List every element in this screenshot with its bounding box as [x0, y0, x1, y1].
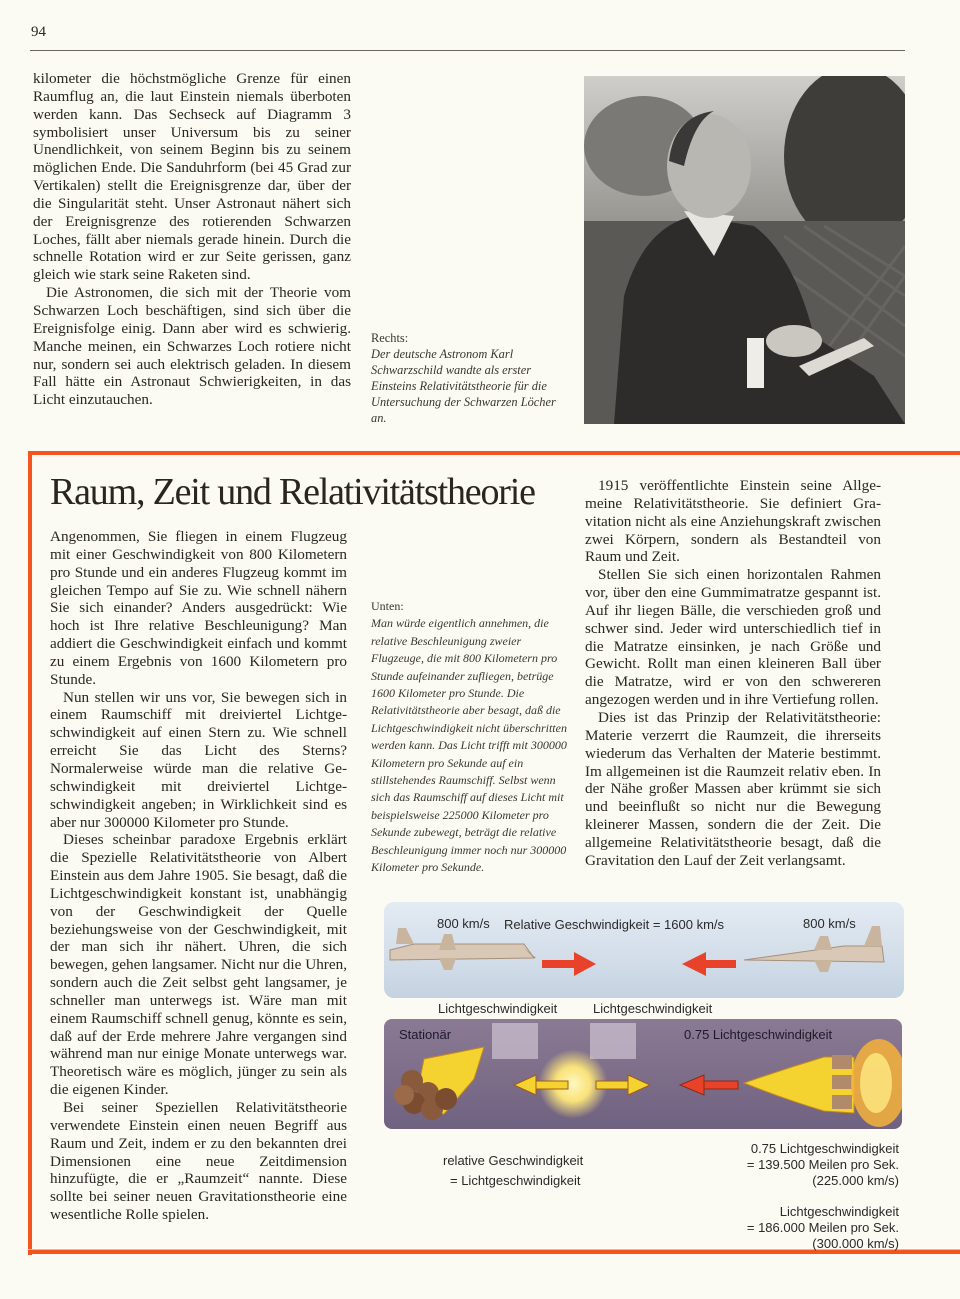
diagram-caption-lead: Unten: [371, 599, 404, 613]
header-rule [30, 50, 905, 51]
schwarzschild-photo [584, 76, 905, 424]
fraction-speed-note-line: 0.75 Lichtgeschwindigkeit [750, 1141, 899, 1156]
stationary-label: Stationär [399, 1027, 452, 1042]
feature-paragraph: 1915 veröffentlichte Einstein seine Allgemeine Relativitätstheorie. Sie definiert Gravitation nicht als eine Anziehungskraft zwischen zwei Körpern, sondern als Bestandteil von Raum und Zeit. [585, 477, 881, 566]
diagram-caption [371, 598, 571, 877]
fraction-speed-note-line: = 139.500 Meilen pro Sek. [746, 1157, 899, 1172]
light-speed-label-right: Lichtgeschwindigkeit [593, 1001, 713, 1016]
rockets-diagram [384, 1019, 902, 1129]
incoming-light-arrow-icon [680, 1075, 738, 1095]
relative-speed-note-line: relative Geschwindigkeit [443, 1153, 584, 1168]
feature-left-column [50, 528, 347, 1224]
light-arrow-right-icon [596, 1075, 650, 1095]
feature-paragraph: Angenommen, Sie fliegen in einem Flugzeug mit einer Geschwindigkeit von 800 Kilometern pro Stunde und ein anderes Flugzeug kommt im gleichen Tempo auf Sie zu. Wie schnell nähern Sie sich einander? Anders ausgedrückt: Wie hoch ist Ihre relative Beschleunigung? Man addiert die Geschwindigkeit einfach und kommt zu einem Ergebnis von 1600 Kilometern pro Stunde. [50, 528, 347, 688]
feature-paragraph: Stellen Sie sich einen horizontalen Rahmen vor, über den eine Gummimatratze gespannt ist. Auf ihr liegen Bälle, die verschieden groß und schwer sind. Jeder wird unterschiedlich tief in die Matratze einsinken, je nach Größe und Gewicht. Rollt man einen kleineren Ball über die Matratze, wird er von den schwereren angezogen werden und in ihre Vertiefung rollen. [585, 566, 881, 709]
plane-left-icon [390, 928, 536, 970]
feature-paragraph: Nun stellen wir uns vor, Sie bewegen sich in einem Raumschiff mit dreiviertel Lichtgeschwindigkeit auf einen Stern zu. Wie schnell erreicht Sie das Licht des Sterns? Normalerweise würde man die relative Geschwindigkeit mit dreiviertel Lichtgeschwindigkeit angeben; in Wirklichkeit sind es aber nur 300000 Kilometer pro Stunde. [50, 688, 347, 831]
plane-right-speed: 800 km/s [803, 916, 856, 931]
light-speed-note-line: = 186.000 Meilen pro Sek. [746, 1220, 899, 1235]
feature-headline: Raum, Zeit und Relativitätstheorie [50, 471, 535, 513]
feature-paragraph: Bei seiner Speziellen Relativitätstheorie verwendete Einstein einen neuen Begriff aus Raum und Zeit, indem er zu den bekannten drei Dimensionen eine neue Zeitdimension hinzufügte, die er „Raumzeit“ nannte. Diese sollte bei seiner neuen Gravitationstheorie eine wesentliche Rolle spielen. [50, 1099, 347, 1224]
moving-rocket-label: 0.75 Lichtgeschwindigkeit [684, 1027, 833, 1042]
fraction-speed-note [747, 1141, 899, 1189]
feature-paragraph: Dies ist das Prinzip der Relativitätstheorie: Materie verzerrt die Raumzeit, die ihrerseits wiederum das Verhalten der Materie bestimmt. Im allgemeinen ist die Raumzeit relativ eben. In der Nähe großer Massen aber krümmt sie sich und beeinflußt so nicht nur die Bewegung kleinerer Massen, sondern die der Zeit. Die allgemeine Relativitätstheorie besagt, daß die Gravitation den Lauf der Zeit verlangsamt. [585, 708, 881, 869]
relative-speed-label: Relative Geschwindigkeit = 1600 km/s [504, 917, 725, 932]
light-speed-note-line: (300.000 km/s) [812, 1236, 899, 1251]
plane-right-icon [744, 926, 884, 972]
relative-speed-note-line: = Lichtgeschwindigkeit [450, 1173, 581, 1188]
portrait-illustration [584, 76, 905, 424]
hand [766, 325, 822, 357]
intro-column [33, 70, 351, 409]
intro-paragraph: kilometer die höchstmögliche Grenze für einen Raumflug an, die laut Einstein niemals überboten werden kann. Das Sechseck auf Diagramm 3 symbolisiert unser Universum bis zu seiner Unendlichkeit, von seinem Beginn bis zu seinem möglichen Ende. Die Sanduhrform (bei 45 Grad zur Vertikalen) stellt die Ereignisgrenze dar, über der die Singularität steht. Unser Astronaut nähert sich der Ereignisgrenze des rotierenden Schwarzen Loches, fällt aber niemals gerade hinein. Durch die schnelle Rotation wird er zur Seite gerissen, ganz gleich wie stark seine Raketen sind. [33, 70, 351, 284]
arrow-right-icon [542, 952, 596, 976]
photo-caption-lead: Rechts: [371, 331, 409, 345]
fraction-speed-note-line: (225.000 km/s) [812, 1173, 899, 1188]
light-speed-note [747, 1204, 899, 1252]
light-speed-note-line: Lichtgeschwindigkeit [779, 1204, 899, 1219]
page-number: 94 [31, 24, 46, 40]
light-speed-label-left: Lichtgeschwindigkeit [438, 1001, 558, 1016]
head [667, 114, 751, 218]
photo-caption-body: Der deutsche Astronom Karl Schwarzschild wandte als erster Einsteins Relativitätstheorie für die Untersuchung der Schwarzen Löcher an. [371, 347, 556, 425]
light-arrow-left-icon [514, 1075, 568, 1095]
diagram-caption-body: Man würde eigentlich annehmen, die relative Beschleunigung zweier Flugzeuge, die mit 800 Kilometern pro Stunde aufeinander zufliegen, betrüge 1600 Kilometer pro Stunde. Die Relativitätstheorie aber besagt, daß die Lichtgeschwindigkeit nicht überschritten werden kann. Das Licht trifft mit 300000 Kilometern pro Sekunde auf ein stillstehendes Raumschiff. Selbst wenn sich das Raumschiff auf dieses Licht mit beispielsweise 225000 Kilometer pro Sekunde zubewegt, beträgt die relative Beschleunigung immer noch nur 300000 Kilometer pro Sekunde. [371, 616, 567, 875]
exhaust-flame-icon [851, 1039, 902, 1127]
planes-diagram [384, 902, 904, 998]
moving-rocket-icon [744, 1055, 854, 1113]
stationary-rocket-icon [394, 1047, 484, 1120]
arrow-left-icon [682, 952, 736, 976]
feature-paragraph: Dieses scheinbar paradoxe Ergebnis erklärt die Spezielle Relativitätstheorie von Albert Einstein aus dem Jahre 1905. Sie besagt, daß die Lichtgeschwindigkeit konstant ist, unabhängig von der Geschwindigkeit der Quelle beziehungsweise von der Geschwindigkeit, mit der man sich ihr nähert. Uhren, die sich bewegen, gehen langsamer. Nicht nur die Uhren, sondern auch die Zeit selbst geht langsamer, je schneller man unterwegs ist. Wäre man mit einem Raumschiff schnell genug, könnte es sein, daß auf der Erde mehrere Jahre vergangen sind während man nur einige Monate unterwegs war. Theoretisch wäre es möglich, jünger zu sein als die eigenen Kinder. [50, 831, 347, 1099]
plane-left-speed: 800 km/s [437, 916, 490, 931]
feature-right-column [585, 477, 881, 870]
intro-paragraph: Die Astronomen, die sich mit der Theorie vom Schwarzen Loch beschäftigen, sind sich über die Ereignisfolge einig. Dann aber wird es schwierig. Manche meinen, ein Schwarzes Loch rotiere nicht nur, sondern sei auch elektrisch geladen. In diesem Fall hätte ein Astronaut Schwierigkeiten, in das Licht einzutauchen. [33, 284, 351, 409]
cuff [747, 338, 764, 388]
relative-speed-note [443, 1151, 583, 1191]
photo-caption [371, 330, 571, 426]
